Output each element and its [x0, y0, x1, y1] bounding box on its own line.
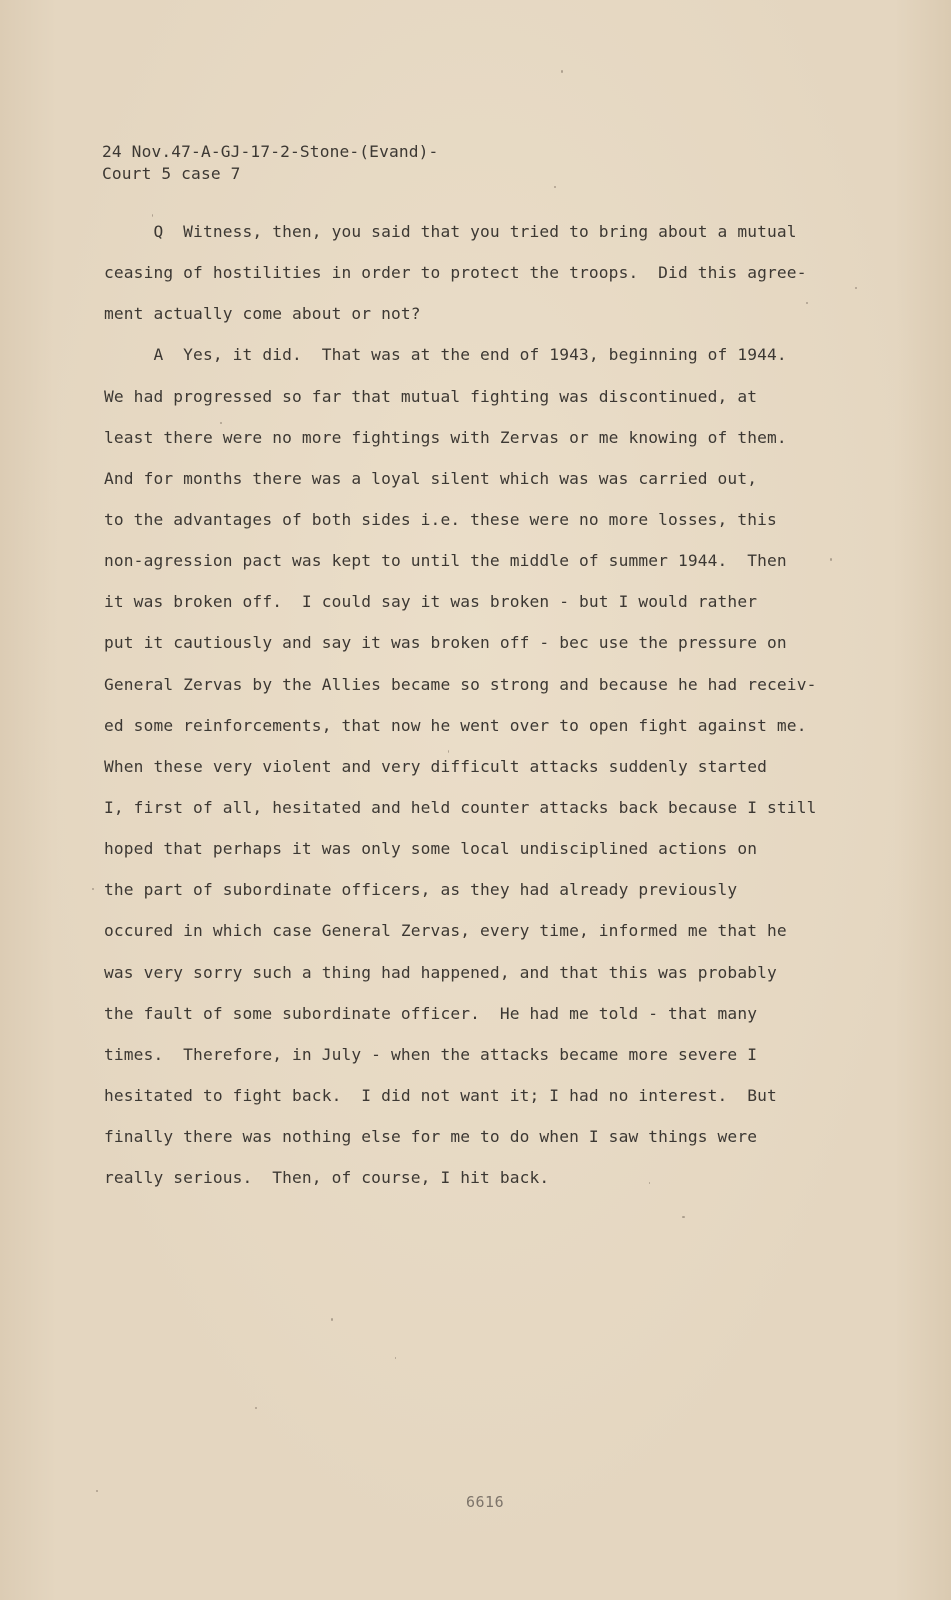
transcript-line: General Zervas by the Allies became so strong and because he had receiv- — [104, 674, 817, 694]
paper-speck — [92, 888, 94, 890]
paper-speck — [649, 1182, 650, 1184]
transcript-line: We had progressed so far that mutual fighting was discontinued, at — [104, 386, 758, 406]
transcript-line: occured in which case General Zervas, every time, informed me that he — [104, 921, 787, 941]
header-reference-line: 24 Nov.47-A-GJ-17-2-Stone-(Evand)- — [102, 142, 439, 161]
transcript-line: ed some reinforcements, that now he went over to open fight against me. — [104, 715, 807, 735]
paper-speck — [96, 1490, 98, 1492]
paper-speck — [152, 214, 153, 217]
transcript-line: non-agression pact was kept to until the middle of summer 1944. Then — [104, 551, 787, 571]
transcript-line: And for months there was a loyal silent which was was carried out, — [104, 468, 758, 488]
transcript-line: hoped that perhaps it was only some local undisciplined actions on — [104, 839, 758, 859]
transcript-line: hesitated to fight back. I did not want it; I had no interest. But — [104, 1085, 777, 1105]
transcript-line: it was broken off. I could say it was broken - but I would rather — [104, 592, 758, 612]
transcript-line: times. Therefore, in July - when the attacks became more severe I — [104, 1044, 758, 1064]
paper-speck — [855, 287, 857, 289]
paper-speck — [395, 1357, 396, 1359]
header-court-line: Court 5 case 7 — [102, 164, 241, 183]
paper-speck — [682, 1216, 685, 1218]
paper-speck — [561, 70, 563, 73]
transcript-line: A Yes, it did. That was at the end of 1943, beginning of 1944. — [104, 345, 787, 365]
transcript-line: the part of subordinate officers, as they had already previously — [104, 880, 738, 900]
transcript-line: I, first of all, hesitated and held counter attacks back because I still — [104, 797, 817, 817]
transcript-line: least there were no more fightings with Zervas or me knowing of them. — [104, 427, 787, 447]
transcript-line: When these very violent and very difficult attacks suddenly started — [104, 756, 768, 776]
paper-speck — [830, 558, 832, 561]
paper-speck — [448, 750, 449, 753]
transcript-line: ceasing of hostilities in order to protect the troops. Did this agree- — [104, 263, 807, 283]
transcript-line: finally there was nothing else for me to do when I saw things were — [104, 1127, 758, 1147]
paper-speck — [806, 302, 808, 304]
transcript-body — [104, 222, 864, 1209]
transcript-line: put it cautiously and say it was broken off - bec use the pressure on — [104, 633, 787, 653]
transcript-line: to the advantages of both sides i.e. these were no more losses, this — [104, 509, 777, 529]
paper-speck — [331, 1318, 333, 1321]
transcript-line: really serious. Then, of course, I hit back. — [104, 1168, 550, 1188]
page-number: 6616 — [466, 1493, 505, 1511]
paper-speck — [255, 1407, 257, 1409]
transcript-line: the fault of some subordinate officer. He had me told - that many — [104, 1003, 758, 1023]
transcript-line: ment actually come about or not? — [104, 304, 421, 324]
paper-speck — [554, 186, 556, 188]
transcript-line: Q Witness, then, you said that you tried to bring about a mutual — [104, 222, 797, 241]
paper-speck — [220, 422, 222, 424]
transcript-line: was very sorry such a thing had happened, and that this was probably — [104, 962, 777, 982]
